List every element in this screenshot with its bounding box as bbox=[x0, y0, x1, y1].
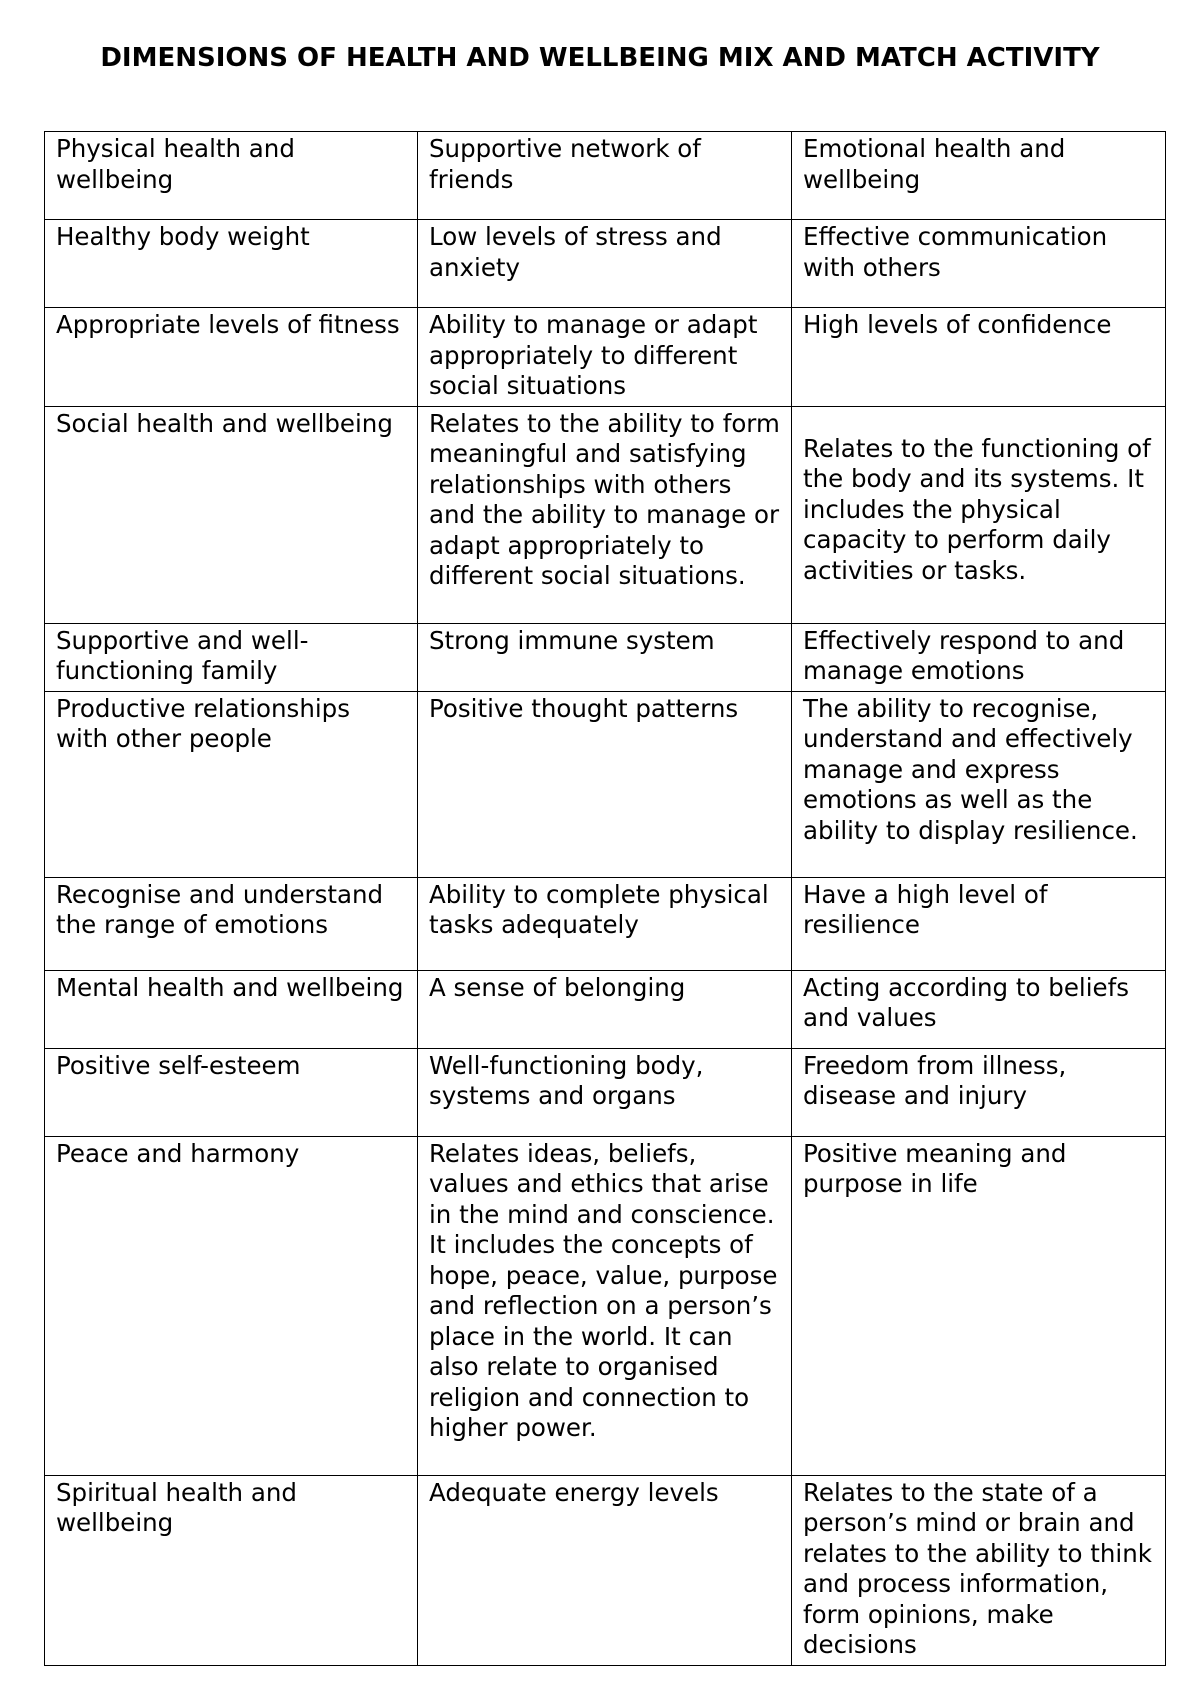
table-row bbox=[45, 1475, 1166, 1665]
table-cell: Positive self-esteem bbox=[45, 1048, 418, 1136]
table-cell: Effective communication with others bbox=[792, 220, 1166, 308]
table-cell: Have a high level of resilience bbox=[792, 877, 1166, 970]
table-cell: Ability to manage or adapt appropriately to different social situations bbox=[418, 308, 792, 407]
table-cell: Ability to complete physical tasks adequately bbox=[418, 877, 792, 970]
table-cell: High levels of confidence bbox=[792, 308, 1166, 407]
table-cell: Appropriate levels of fitness bbox=[45, 308, 418, 407]
table-row bbox=[45, 132, 1166, 220]
table-cell: The ability to recognise, understand and effectively manage and express emotions as well as the ability to display resilience. bbox=[792, 691, 1166, 877]
table-cell: Freedom from illness, disease and injury bbox=[792, 1048, 1166, 1136]
table-cell: Physical health and wellbeing bbox=[45, 132, 418, 220]
table-cell: Relates to the state of a person’s mind or brain and relates to the ability to think and process information, form opinions, make decisions bbox=[792, 1475, 1166, 1665]
table-cell: A sense of belonging bbox=[418, 970, 792, 1048]
table-cell: Supportive network of friends bbox=[418, 132, 792, 220]
table-cell: Mental health and wellbeing bbox=[45, 970, 418, 1048]
table-cell: Productive relationships with other people bbox=[45, 691, 418, 877]
table-cell: Relates to the functioning of the body and its systems. It includes the physical capacity to perform daily activities or tasks. bbox=[792, 406, 1166, 623]
table-row bbox=[45, 308, 1166, 407]
table-cell: Low levels of stress and anxiety bbox=[418, 220, 792, 308]
table-row bbox=[45, 220, 1166, 308]
table-row bbox=[45, 623, 1166, 691]
table-cell: Social health and wellbeing bbox=[45, 406, 418, 623]
table-row bbox=[45, 406, 1166, 623]
table-row bbox=[45, 970, 1166, 1048]
table-cell: Supportive and well-functioning family bbox=[45, 623, 418, 691]
table-row bbox=[45, 691, 1166, 877]
table-cell: Spiritual health and wellbeing bbox=[45, 1475, 418, 1665]
table-cell: Peace and harmony bbox=[45, 1136, 418, 1475]
table-cell: Recognise and understand the range of emotions bbox=[45, 877, 418, 970]
table-cell: Positive meaning and purpose in life bbox=[792, 1136, 1166, 1475]
table-row bbox=[45, 1048, 1166, 1136]
table-cell: Positive thought patterns bbox=[418, 691, 792, 877]
table-cell: Relates to the ability to form meaningful and satisfying relationships with others and the ability to manage or adapt appropriately to different social situations. bbox=[418, 406, 792, 623]
table-cell: Effectively respond to and manage emotions bbox=[792, 623, 1166, 691]
table-row bbox=[45, 877, 1166, 970]
table-cell: Strong immune system bbox=[418, 623, 792, 691]
table-row bbox=[45, 1136, 1166, 1475]
table-cell: Emotional health and wellbeing bbox=[792, 132, 1166, 220]
table-cell: Healthy body weight bbox=[45, 220, 418, 308]
table-cell: Adequate energy levels bbox=[418, 1475, 792, 1665]
mix-and-match-table bbox=[44, 131, 1166, 1666]
table-cell: Relates ideas, beliefs, values and ethics that arise in the mind and conscience. It includes the concepts of hope, peace, value, purpose and reflection on a person’s place in the world. It can also relate to organised religion and connection to higher power. bbox=[418, 1136, 792, 1475]
page-title: DIMENSIONS OF HEALTH AND WELLBEING MIX AND MATCH ACTIVITY bbox=[100, 43, 1100, 73]
table-cell: Acting according to beliefs and values bbox=[792, 970, 1166, 1048]
table-cell: Well-functioning body, systems and organs bbox=[418, 1048, 792, 1136]
